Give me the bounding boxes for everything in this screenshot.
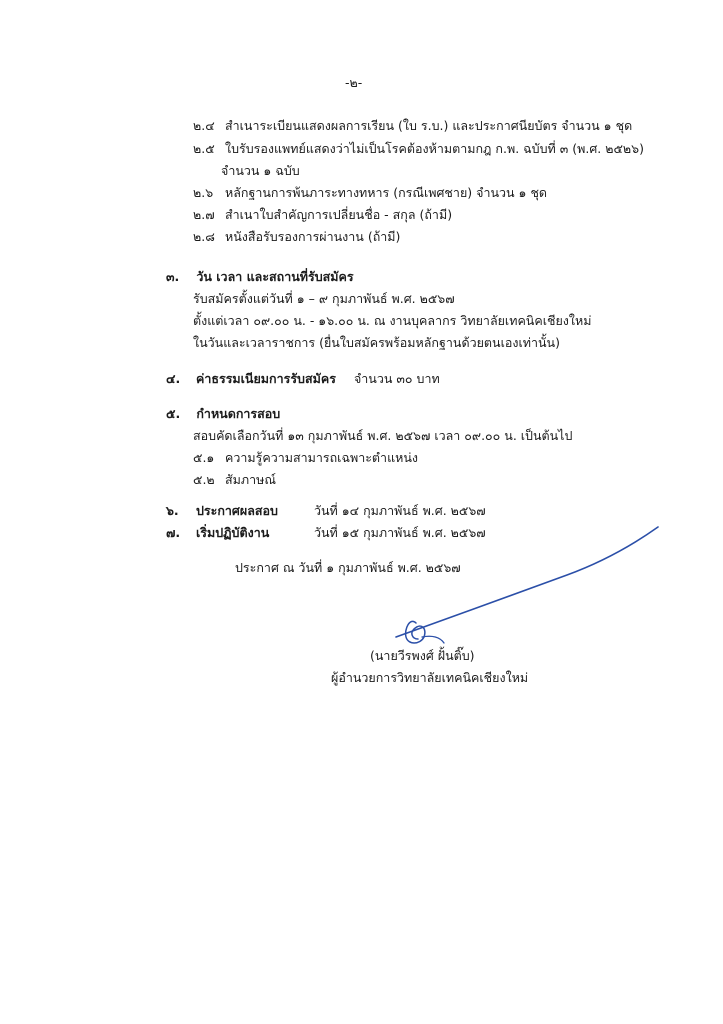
- section-6: [166, 502, 486, 520]
- list-item-continuation: จำนวน ๑ ฉบับ: [221, 163, 300, 178]
- section-number: ๕.: [166, 406, 181, 421]
- section-title: กำหนดการสอบ: [196, 406, 281, 421]
- list-item: [193, 140, 644, 158]
- section-number: ๔.: [166, 371, 181, 386]
- signer-name: (นายวีรพงศ์ ฝั้นติ๊บ): [370, 648, 475, 663]
- signer-title: ผู้อำนวยการวิทยาลัยเทคนิคเชียงใหม่: [331, 670, 529, 685]
- item-number: ๒.๗: [193, 207, 215, 222]
- section-number: ๗.: [166, 525, 181, 540]
- application-dates: รับสมัครตั้งแต่วันที่ ๑ – ๙ กุมภาพันธ์ พ.ศ. ๒๕๖๗: [193, 291, 455, 306]
- section-heading: [166, 268, 354, 286]
- section-title: ค่าธรรมเนียมการรับสมัคร: [195, 371, 336, 386]
- section-heading: [166, 405, 280, 423]
- list-item: [193, 184, 547, 202]
- item-text: สำเนาใบสำคัญการเปลี่ยนชื่อ - สกุล (ถ้ามี): [224, 207, 453, 222]
- item-text: ความรู้ความสามารถเฉพาะตำแหน่ง: [224, 450, 419, 465]
- application-time-place: ตั้งแต่เวลา ๐๙.๐๐ น. - ๑๖.๐๐ น. ณ งานบุคลากร วิทยาลัยเทคนิคเชียงใหม่: [193, 313, 592, 328]
- item-text: ใบรับรองแพทย์แสดงว่าไม่เป็นโรคต้องห้ามตามกฎ ก.พ. ฉบับที่ ๓ (พ.ศ. ๒๕๒๖): [224, 141, 644, 156]
- section-title: วัน เวลา และสถานที่รับสมัคร: [196, 269, 354, 284]
- section-title: ประกาศผลสอบ: [195, 503, 278, 518]
- application-note: ในวันและเวลาราชการ (ยื่นใบสมัครพร้อมหลักฐานด้วยตนเองเท่านั้น): [193, 335, 560, 350]
- item-number: ๒.๘: [193, 229, 215, 244]
- result-date: วันที่ ๑๔ กุมภาพันธ์ พ.ศ. ๒๕๖๗: [313, 503, 486, 518]
- fee-amount: จำนวน ๓๐ บาท: [353, 371, 440, 386]
- list-item: [193, 471, 276, 489]
- section-number: ๖.: [166, 503, 179, 518]
- section-number: ๓.: [166, 269, 180, 284]
- item-text: หลักฐานการพ้นภาระทางทหาร (กรณีเพศชาย) จำนวน ๑ ชุด: [224, 185, 548, 200]
- list-item: [193, 206, 452, 224]
- section-title: เริ่มปฏิบัติงาน: [195, 525, 270, 540]
- exam-date: สอบคัดเลือกวันที่ ๑๓ กุมภาพันธ์ พ.ศ. ๒๕๖๗ เวลา ๐๙.๐๐ น. เป็นต้นไป: [193, 428, 573, 443]
- announcement-date: ประกาศ ณ วันที่ ๑ กุมภาพันธ์ พ.ศ. ๒๕๖๗: [235, 560, 461, 575]
- item-number: ๕.๒: [193, 472, 215, 487]
- start-date: วันที่ ๑๕ กุมภาพันธ์ พ.ศ. ๒๕๖๗: [313, 525, 486, 540]
- item-number: ๒.๕: [193, 141, 215, 156]
- section-4: [166, 370, 440, 388]
- item-number: ๕.๑: [193, 450, 215, 465]
- item-text: สัมภาษณ์: [224, 472, 276, 487]
- item-number: ๒.๔: [193, 118, 215, 133]
- list-item: [193, 228, 400, 246]
- signature-image: [392, 525, 662, 655]
- page-number: -๒-: [345, 75, 363, 90]
- item-text: สำเนาระเบียนแสดงผลการเรียน (ใบ ร.บ.) และประกาศนียบัตร จำนวน ๑ ชุด: [224, 118, 633, 133]
- item-number: ๒.๖: [193, 185, 214, 200]
- item-text: หนังสือรับรองการผ่านงาน (ถ้ามี): [224, 229, 401, 244]
- list-item: [193, 117, 632, 135]
- list-item: [193, 449, 418, 467]
